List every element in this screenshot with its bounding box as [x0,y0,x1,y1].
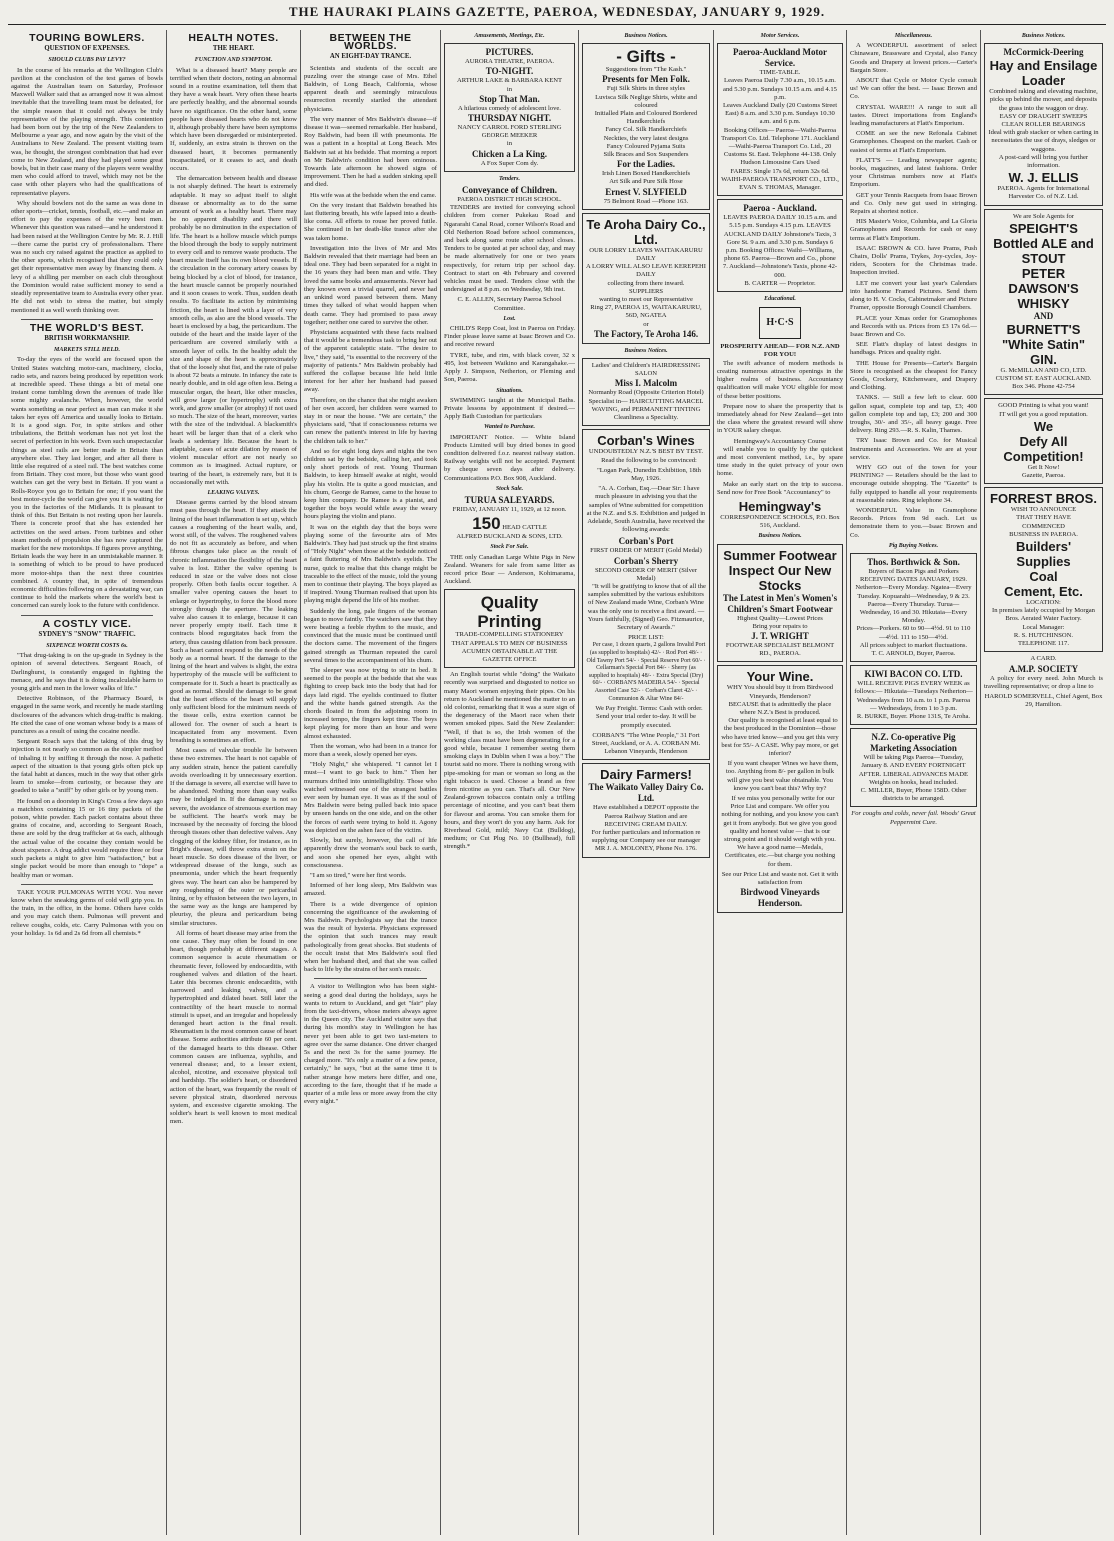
advert-line: TO-NIGHT. [485,66,534,77]
classified-item: GET your Tennis Racquets from Isaac Brown and Co. Only new gut used in stringing. Repairs at shortest notice. [850,191,977,216]
advert-name: Birdwood Vineyards Henderson. [740,887,820,909]
notice-lost: TYRE, tube, and rim, with black cover, 32 x 495, lost between Waikino and Karangahake.—Apply J. Simpson, Netherton, or Fleming and Son, Paeroa. [444,351,575,384]
subhead: MARKETS STILL HELD. [54,347,120,354]
section-label: Business Notices. [758,533,802,540]
article-paragraph: Detective Robinson, of the Pharmacy Board, is engaged in the same work, and recently he made startling disclosures of the advances which drug-traffic is making. He cited the case of one woman whose body is a mass of punctures as a result of using the cocaine needle. [11,695,163,736]
advert-line: We are Sole Agents for [1013,212,1074,220]
advert-title: PETER DAWSON'S [1008,265,1079,296]
advert-title: McCormick-Deering [1003,47,1084,58]
advert-motor-service [717,43,843,196]
advert-line: Cleanliness a Speciality. [613,414,679,422]
advert-line: ARTHUR LAKE & BARBARA KENT [456,77,563,85]
advert-line: Get It Now! [1027,463,1060,471]
advert-text: A policy for every need. John Murch is travelling representative; or drop a line to [984,674,1103,690]
advert-line: Inspect Our New Stocks [728,562,832,593]
headline-costly-vice: A COSTLY VICE. [42,617,132,630]
classified-item: TANKS. — Still a few left to clear. 600 gallon squat, complete top and tap, £3; 400 gallon complete top and tap, £3; 200 and 300 troughs, 30/- and 35/-, all heavy gauge. Free delivery. Ring 293.—R. S. Kalin, Thames. [850,394,977,435]
article-paragraph: The sleeper was now trying to stir in bed. It seemed to the people at the bedside that she was fighting to creep back into the body that had for days laid rigid. The eyelids continued to flutter and the white hands gained strength. As the chords floated in from the adjoining room in increased tempo, the fingers kept time. The boys kept playing for more than an hour and were almost exhausted. [304,667,437,740]
sale-number: 150 [472,514,501,534]
advert-text: If we miss you personally write for our Price List and compare. We offer you nothing for nothing, and you know you can't get it from anybody. But we give you good quality and honest value — that is our strong point and it should weigh with you. We have a good name—Medals, Certificates, etc.—but charge you nothing for them. [721,795,839,868]
advert-line: BUSINESS IN PAEROA. [1009,530,1078,538]
advert-line: in [506,85,513,93]
advert-forrest-bros [984,487,1103,652]
classified-item: LET me convert your last year's Calendars into handsome Framed Pictures. Send them along to H. V. Cocks, Cabinetmaker and Picture Framer, opposite Borough Council Chambers. [850,279,977,312]
notice-swimming: SWIMMING taught at the Municipal Baths. Private lessons by appointment if desired.—Apply Bath Custodian for particulars [444,396,575,421]
headline-worlds-best: THE WORLD'S BEST. [29,321,145,334]
advert-name: Miss I. Malcolm [614,378,678,389]
advert-kiwi-bacon [850,665,977,725]
advert-line: WAIHI-PAEROA TRANSPORT CO., LTD., EVAN S. THOMAS, Manager. [721,175,839,192]
advert-corbans [582,429,710,760]
section-label: Amusements, Meetings, Etc. [474,33,545,39]
advert-line: Leaves Auckland Daily (20 Customs Street East) 8 a.m. and 3.30 p.m. Sundays 10.30 a.m. and 6 p.m. [722,102,838,126]
advert-text: will enable you to qualify by the quickest and most convenient method, i.e., by spare time study in the quiet privacy of your own home. [717,445,843,478]
sale-head: HEAD CATTLE [502,524,547,532]
article-paragraph: All forms of heart disease may arise from the one cause. They may often be found in one heart, though probably at different stages. A common sequence is acute rheumatism or rheumatic fever, followed by endocarditis, with roughened valves and dilation of the heart. Later this becomes chronic endocarditis, with narrowed and leaking valves, and a hypertrophied and dilated heart. Still later the contractility of the heart muscle to normal stimuli is upset, and an irregular and hopelessly deranged heart action is the final result. Rheumatism is the most common cause of heart disease. Some authorities attribute 60 per cent. of the damaged hearts to this disease. Other common causes are influenza, syphilis, and venereal disease; and, to a lesser extent, alcohol, nicotine, and excessive physical toil and hardship. The soldier's heart, or disordered action of the heart, was frequently the result of severe physical strain, disordered nervous system, and excessive cigarette smoking. The soldier's heart is well known to most medical men. [170,929,297,1126]
subhead: BRITISH WORKMANSHIP. [44,334,130,342]
article-paragraph: Disease germs carried by the blood stream must pass through the heart. If they attack the lining of the heart inflammation is set up, which causes a roughening of the heart walls, and, worst still, of the valves. The roughened valves do not fit as accurately as before, and when fibrous changes take place as the result of chronic inflammation the flexibility of the heart valve is lost. Either the valve opening is reduced in size or the valve does not close properly. Often both faults occur together. A smaller valve opening causes the heart to enlarge or hypertrophy, to force the blood more strongly through the aperture. The leaking valve also causes it to enlarge, because it can never properly empty itself. Each time it contracts blood regurgitates back from the artery, thus causing dilation from back pressure. Such a heart cannot respond to the needs of the body as a normal heart. If the damage to the lining of the heart and valves is slight, the extra hypertrophy of the muscle will be sufficient to compensate for it. Such a heart is practically as good as normal. Should the damage to be great that the heart effects of the heart will supply only sufficient blood for the minimum needs of the tissue cells, extra exertion cannot be allowed for. The owner of such a heart is incapacitated from any movement. Even breathing is sometimes an effort. [170,499,297,745]
advert-pulmonas: TAKE YOUR PULMONAS WITH YOU. You never know when the sneaking germs of cold will grip you. In the train, in the office, in the home. Others have colds and you may catch them. Pulmonas will prevent and relieve coughs, colds, etc. Carry Pulmonas with you on your holiday. 1s 6d and 2s 6d from all chemists.* [11,888,163,937]
advert-item: Initialled Plain and Coloured Bordered Handkerchiefs [594,110,698,126]
advert-line: Ideal with grab stacker or when carting in necessitates the use of drays, sledges or waggons. [988,129,1099,153]
advert-name: Hemingway's [738,498,822,514]
advert-line: HAROLD SOMERVELL, Chief Agent, Box 29, Hamilton. [984,692,1103,709]
masthead: THE HAURAKI PLAINS GAZETTE, PAEROA, WEDNESDAY, JANUARY 9, 1929. [288,4,826,19]
advert-line: BECAUSE that is admittedly the place where N.Z.'s Best is produced. [728,700,832,716]
advert-title: FORREST BROS. [990,491,1097,507]
advert-line: Coal [1029,569,1058,585]
section-label: Business Notices. [624,347,668,354]
advert-title: Builders' Supplies [1015,539,1072,570]
advert-title: Hay and Ensilage Loader [989,58,1098,89]
article-paragraph: To-day the eyes of the world are focused upon the United States watching motor-cars, machinery, clocks, radio sets, and razors being produced by repetition work at incredible speed. These things a bit of metal one instant come tumbling down the avenues of trade like some mighty avalanche. When, however, the world wants something as near perfect as man can make it she takes her eyes off America and usually looks to Britain. It is a good sign. For, in spite strikes and other tribulations, the British workman has not yet lost the secret of perfection in his work. Even such unspectacular things as steel rails are better made in Britain than anywhere else. They last longer, and after all there is little else required of a steel rail. The best watches come from Britain. They cost more, but those who want good watches can get the very best in Britain. If you want a Rolls-Royce you go to Britain for one; if you want the best motor-cycle the world can give you it is waiting for you in the factories of the Midlands. It is pleasant to think of this. But Britain is not resting upon her laurels. There is concrete proof that she has extended her activities on the seed arises. From turbines and other steam methods of propulsion she has now captured the market for the new motorships. If figures prove anything, Britain leads the way here in an unmistakable manner. It is something of which to be proud to have produced more motor-ships than the next three countries combined. A country that, in spite of tremendous economic difficulties following on a devastating war, can continue to hold the markets where the world's best is concerned can surely look to the future with confidence. [11,356,163,610]
subhead: SIXPENCE WORTH COSTS 6s. [46,643,128,650]
advert-line: IT will get you a good reputation. [999,410,1088,418]
tender-signature: C. E. ALLEN, Secretary Paeroa School Committee. [457,296,562,312]
advert-line: in [506,140,513,148]
advert-line: THAT THEY HAVE [1016,514,1071,522]
subhead: THE HEART. [212,45,255,53]
sale-title: TURUA SALEYARDS. [464,494,555,505]
advert-line: RECEIVING DATES JANUARY, 1929. [859,576,968,584]
advert-line: OUR LORRY LEAVES WAITAKARURU DAILY [589,246,703,263]
advert-line: TIME-TABLE. [759,69,801,77]
advert-speights [984,209,1103,396]
section-label: Tenders. [499,175,520,182]
divider [21,884,153,885]
headline-touring-bowlers: TOURING BOWLERS. [29,32,145,44]
advert-line: The Latest in Men's Women's Children's Smart Footwear [722,592,838,614]
tender-title: Conveyance of Children. [461,185,558,196]
advert-name: W. J. ELLIS [1008,170,1079,186]
section-label: Stock Sale. [495,485,524,492]
sale-date: FRIDAY, JANUARY 11, 1929, at 12 noon. [452,505,567,513]
advert-line: C. MILLER, Buyer, Phone 158D. Other districts to be arranged. [860,787,967,803]
advert-pictures [444,43,575,172]
advert-title: Defy All [1019,433,1068,449]
column-4 [440,30,578,1535]
advert-line: Ring 27, PAEROA 15, WAITAKARURU, 56D, NGATEA [590,304,702,320]
divider [21,615,153,616]
column-5 [578,30,713,1535]
advert-line: GOOD Printing is what you want! [998,402,1089,410]
article-paragraph: Therefore, on the chance that she might awaken of her own accord, her children were warned to stay in or near the house. "We are certain," the physicians said, "that if consciousness returns we can renew the patient's interest in life by having the children talk to her." [304,396,437,445]
advert-gifts [582,43,710,210]
classified-item: COME an see the new Refonala Cabinet Gramophones. Cheapest on the market. Cash or easiest of terms at Flatt's Emporium. [850,130,977,154]
advert-text: "Logan Park, Dunedin Exhibition, 18th May, 1926. [597,466,701,482]
advert-line: All prices subject to market fluctuations. [859,641,968,649]
advert-line: Ladies' and Children's HAIRDRESSING SALON [591,362,701,378]
section-label: Business Notices. [624,33,668,39]
article-paragraph: Why should bowlers not do the same as was done in other sports—cricket, tennis, football, etc.—and make an effort to pay the expenses of the very best men. Whenever this question was raised—and he understood it had been raised at the Wellington Centre by Mr. R. J. Hill—there came the purist cry of professionalism. There was no such cry raised against the practice as applied to the other sports, which recognised that they could only get their representative men away by financing them. A levy of a shilling per member on each club throughout the Dominion would raise sufficient money to send a steadily representative team to Australia every other year. He did not wish to stress the matter, but simply mentioned it as well worth thinking over. [11,199,163,314]
article-paragraph: "Holy Night," she whispered. "I cannot let I must—I want to go back to him." Then her murmurs drifted into unintelligibility. Those who watched witnessed one of the strangest battles ever seen by human eye. It was as if the soul of Mrs Baldwin were being pulled back into space by unseen hands on the one side, and on the other the forces of earth were trying to hold it. Agony was depicted on the ashen face of the victim. [304,761,437,834]
masthead-rule [8,24,1106,25]
advert-line: SECOND ORDER OF MERIT (Silver Medal) [594,566,698,582]
section-label: Wanted to Purchase. [483,424,536,431]
classified-item: FLATT'S — Leading newspaper agents; books, magazines, and latest fashions. Order your Christmas numbers now at Flatt's Emporium. [850,156,977,189]
advert-line: MR J. A. MOLONEY, Phone No. 176. [595,845,697,853]
article-paragraph: The demarcation between health and disease is not sharply defined. The heart is extremely adaptable. It may so adjust itself to slight disease or abnormality as to do the same amount of work as a healthy heart. There may be no apparent disability and there will probably be no diminution in the expectation of life. The heart is a hollow muscle which pumps the blood through the body to supply nutriment to every cell and to remove waste products. The heart muscle itself has its own blood vessels. If the circulation in the coronary artery ceases by being blocked by a clot of blood, for instance, the heart muscle cannot be properly nourished and it soon ceases to work. Thus, sudden death results. To facilitate its action by minimising friction, the heart is lined with a layer of very smooth cells, as also are the blood vessels. The heart is enclosed by a bag, the pericardium. The outside of the heart and the inside layer of the pericardium are covered similarly with a smooth layer of cells. In the healthy adult the size and shape of the heart is approximately that of the loosely shut fist, and the rate of pulse is about 72 beats a minute. In infancy the rate is nearly double, and in old age often less. Being a muscular organ, the heart, like other muscles, will grow larger (or hypertrophy) with extra work, and grow smaller (or atrophy) if not used so much. The size of the heart, moreover, varies with the size of the individual. A blacksmith's heart will be larger than that of a clerk who leads a sedentary life. Because the heart is adaptable, cases of acute dilation by reason of violent muscular effort are not nearly so common as is imagined. Actual rupture, or tearing of the heart, is extremely rare, but it is occasionally met with. [170,175,297,486]
section-label: Pig Buying Notices. [888,542,939,549]
classified-item: A WONDERFUL assortment of select Chinaware, Brassware and Crystal, also Fancy Goods and Drapery at lowest prices.—Carter's Bargain Store. [850,42,977,74]
article-paragraph: He found on a doorstep in King's Cross a few days ago a matchbox containing 15 or 16 tiny packets of the poison, white powder. Each packet contains about three grains of cocaine, and, according to Sergeant Roach, these are sold by the drug trafficker at 6s each, although the actual value of the cocaine they contain would be about sixpence. A drug addict would require three or four such packets a night to give him "satisfaction," but a single packet would be more than enough to "dope" a healthy man or woman. [11,797,163,879]
advert-line: A LORRY WILL ALSO LEAVE KEREPEHI DAILY [586,263,706,279]
article-paragraph: Physicians acquainted with these facts realised that it would be a tremendous task to bring her out of the apparent cataleptic state. "The desire to live," they said, "is essential to the recovery of the majority of patients." Mrs Baldwin probably had suffered the collapse because life held little interest for her after her husband had passed away. [304,328,437,394]
advert-text: We Pay Freight. Terms: Cash with order. Send your trial order to-day. It will be promptly executed. [595,705,703,729]
advert-line: Netherton—Every Monday. Ngatea—Every Tuesday. Kopuarahi—Wednesday, 9 & 23. Paeroa—Every Thursday. Turua—Wednesday, 16 and 30. Hikutaia—Every Monday. [855,584,972,625]
column-3 [300,30,440,1535]
article-paragraph: There is a wide divergence of opinion concerning the significance of the awakening of Mrs Baldwin. Psychologists say that the trance was the result of hysteria. Physicians expressed the opinion that such trances may result pathologically from great shocks. But students of the occult insist that Mrs Baldwin's soul fled when her husband died, and that she was called back to life by the strains of her son's music. [304,900,437,974]
advert-name: Ernest V. SLYFIELD [605,186,687,197]
article-paragraph: What is a diseased heart? Many people are terrified when their doctors, noting an abnormal sound in a routine examination, tell them that they have a weak heart. Very often these hearts are perfectly healthy, and the abnormal sounds have no significance. On the other hand, some people have diseased hearts who do not know it, although probably there have been symptoms which have been disregarded or misinterpreted. If, suddenly, an extra strain is thrown on the diseased heart, it becomes permanently incapacitated, or it ceases to act, and death occurs. [170,66,297,173]
advert-line: Booking Offices— Paeroa—Waihi-Paeroa Transport Co. Ltd. Telephone 171. Auckland—Waihi-Paeroa Transport Co. Ltd., 20 Customs St. East. Telephone 44-138. Only Hudson Limousine Cars Used [721,126,839,167]
advert-line: Bring your repairs to [752,622,808,630]
advert-name: J. T. WRIGHT [751,630,809,641]
advert-item: Fuji Silk Shirts in three styles [606,85,686,93]
article-paragraph: It was on the eighth day that the boys were playing some of the favourite airs of Mrs Baldwin's. They had just struck up the first strains of "Holy Night" when those at the bedside noticed a faint fluttering of Mrs Baldwin's eyelids. The nurse, quick to realise that this change might be traceable to the effect of the music, told the young men to continue their playing. The boys played as if inspired. Young Thurman realised that upon his playing might depend the life of his mother. [304,523,437,605]
advert-line: 75 Belmont Road —Phone 163. [603,197,689,205]
advert-line: In premises lately occupied by Morgan Bros. Aerated Water Factory. [992,607,1095,623]
classified-item: SEE Flatt's display of latest designs in handbags. Prices and quality right. [850,341,977,357]
advert-line: A hilarious comedy of adolescent love. [458,104,561,112]
article-paragraph: The very manner of Mrs Baldwin's disease—if disease it was—seemed remarkable. Her husband, Roy Baldwin, had been ill with pneumonia. He was a patient in a hospital at Long Beach. Mrs Baldwin sat at his bedside. That morning a report on Mr Baldwin's condition had been ominous. Towards late afternoon he showed signs of improvement. Then he had a sudden sinking spell and died. [304,115,437,189]
advert-line: Hemingway's Accountancy Course [733,437,827,445]
film-title: Stop That Man. [479,93,540,104]
headline-health-notes: HEALTH NOTES. [188,32,279,44]
classified-item: WHY GO out of the town for your PRINTING? — Retailers should be the last to encourage outside shopping. The "Gazette" is fully equipped to handle all your requirements at reasonable rates. Ring telephone 34. [850,463,977,504]
advert-your-wine [717,665,843,913]
advert-line: Suggestions from "The Kash." [605,66,687,74]
column-7 [846,30,980,1535]
advert-line: PRICE LIST: [628,634,664,642]
advert-line: UNDOUBTEDLY N.Z.'S BEST BY TEST. [588,448,704,456]
article-paragraph: An English tourist while "doing" the Waikato recently was surprised and disgusted to notice so many Maori women enjoying their pipes. On his return to Auckland he mentioned the matter to an old colonist, remarking that it was a sure sign of the degeneracy of the Maori race when their women smoked pipes. Said the New Zealander: "Well, if that is so, the Irish women of the working class must have been degenerating for a good while, because I remember seeing them smoking clays in Dublin when I was a boy." The tourist said no more. There is nothing wrong with pipe-smoking for man or woman so long as the right tobacco is used. Choose a brand as free from nicotine as you can. That's all. Our New Zealand-grown tobaccos contain only a trifling percentage of nicotine, and you can't beat them for flavour and aroma. You can smoke them for hours, and they won't do you any harm. Ask for Riverhead Gold, mild; Navy Cut (Bulldog), medium; or Cut Plug No. 10 (Bullhead), full strength.* [444,671,575,851]
section-label: Lost. [503,315,516,322]
advert-text: Our quality is recognised at least equal to the best produced in the Dominion—those who have tried know—and you get this very best for 55/- A CASE. Why pay more, or get inferior? [721,717,839,757]
advert-line: "White Satin" GIN. [1001,336,1086,367]
advert-line: Bottled ALE and STOUT [993,235,1094,266]
classified-item: HIS Master's Voice, Columbia, and La Gloria Gramophones and Records for cash or easy terms at Flatt's Emporium. [850,218,977,242]
advert-line: PAEROA. Agents for International Harvester Co. of N.Z. Ltd. [997,185,1090,201]
advert-item: Neckties, the very latest designs [603,134,689,142]
classified-item: WONDERFUL Value in Gramophone Records. Prices from 9d each. Let us demonstrate them to you.—Isaac Brown and Co. [850,506,977,539]
advert-title: We [1033,418,1054,434]
advert-line: Will be taking Pigs Paeroa—Tuesday, January 8. AND EVERY FORTNIGHT AFTER. LIBERAL ADVANCES MADE Weights on hooks, head included. [858,754,969,786]
article-paragraph: "I am so tired," were her first words. [310,871,407,879]
section-label: Miscellaneous. [894,33,933,39]
advert-line: A post-card will bring you further information. [998,153,1089,170]
advert-item: Irish Linen Boxed Handkerchiefs [601,170,691,178]
advert-text: Prepare now to share the prosperity that is immediately ahead for New Zealand—get into the class where the greatest reward will show in YOUR salary cheque. [717,402,843,435]
subhead: AN EIGHT-DAY TRANCE. [329,53,412,61]
column-8 [980,30,1106,1535]
advert-title: Thos. Borthwick & Son. [867,556,960,567]
article-paragraph: And so for eight long days and nights the two children sat by the bedside, calling her, and took only short periods of rest. Young Thurman Baldwin, to keep himself awake at night, would play his violin. He is quite a good musician, and his chum, George de Ramee, came to the house to keep him company. De Ramee is a pianist, and together the boys would while away the weary hours playing the violin and piano. [304,447,437,521]
advert-line: RECEIVING CREAM DAILY. [604,820,688,828]
classified-item: ISAAC BROWN & CO. have Prams, Push Chairs, Dolls' Prams, Trykes, Joy-cycles, Joy-riders, Scooters for the Christmas trade. Inspection invited. [850,244,977,277]
advert-line: Specialist in— HAIRCUTTING MARCEL WAVING, and PERMANENT TINTING [588,397,704,413]
advert-line: T. C. ARNOLD, Buyer, Paeroa. [871,650,956,658]
advert-line: collecting from there inward. [607,279,685,287]
advert-line: AURORA THEATRE, PAEROA. [464,58,555,66]
article-paragraph: "That drug-taking is on the up-grade in Sydney is the opinion of several detectives. Sergeant Roach, of Darlinghurst, is constantly engaged in fighting the menace, and he says that it is doing incalculable harm to young girls and men in the lower walks of life." [11,652,163,693]
subhead: SHOULD CLUBS PAY LEVY? [48,57,126,64]
advert-line: Leaves Paeroa Daily 7.30 a.m., 10.15 a.m. and 5.30 p.m. Sundays 10.15 a.m. and 4.15 p.m. [723,77,837,101]
advert-mccormick [984,43,1103,205]
advert-item: Silk Braces and Sox Suspenders [603,151,689,159]
advert-line: COMMENCED [1022,522,1065,530]
section-label: Educational. [764,296,796,303]
book-icon: H·C·S [759,307,801,339]
advert-line: A CARD. [1030,655,1057,663]
advert-title: SPEIGHT'S [1009,220,1078,236]
advert-line: Corban's Port [618,536,674,547]
advert-line: FOOTWEAR SPECIALIST BELMONT RD., PAEROA. [725,641,835,658]
advert-line: WILL RECEIVE PIGS EVERY WEEK as follows:— Hikutaia—Tuesdays Netherton—Wednesdays from 10 a.m. to 1 p.m. Paeroa — Wednesdays, from 1 to 3 p.m. [854,680,973,712]
advert-title: N.Z. Co-operative Pig Marketing Association [870,732,957,754]
advert-line: FARES: Single 17s 6d, return 32s 6d. [730,167,830,175]
article-paragraph: Suddenly the long, pale fingers of the woman began to move faintly. The watchers saw that they were beating a feeble rhythm to the music, and convinced that the music must be continued until the doctors came. The movement of the fingers gained strength as Thurman repeated the carol several times to the accompaniment of his chum. [304,607,437,664]
article-paragraph: In the course of his remarks at the Wellington Club's pavilion at the conclusion of the test games of bowls against the Australian team on Saturday, Professor Maxwell Walker said that as arranged now it was almost inevitable that the travelling team must be defeated, for the simple reason that it could not always be truly representative of the playing strength. This contention had been born out by the trip of the New Zealanders to Melbourne a year ago, and now again by the visit of the Australians to New Zealand. The present visiting team was, he thought, the strongest combination that had ever come to New Zealand, and they had played some great bowls, but in their case many of the players were wealthy men who could afford to travel, which may not be the case with other players who had the qualifications of representative players. [11,66,163,197]
article-paragraph: Informed of her long sleep, Mrs Baldwin was amazed. [304,882,437,898]
advert-title: - Gifts - [616,47,676,67]
advert-line: Prices—Porkers. 60 to 90—4½d. 91 to 110—4½d. 111 to 150—4½d. [856,625,971,641]
advert-line: AND [1033,310,1054,321]
article-paragraph: His wife was at the bedside when the end came. [310,191,437,199]
advert-salon [582,358,710,426]
advert-title: Paeroa-Auckland Motor Service. [732,47,828,69]
advert-line: LOCATION: [1026,599,1061,607]
notice-wanted: IMPORTANT Notice. — White Island Products Limited will buy dried bones in good condition delivered f.o.r. nearest railway station. Railway weights will not be accepted. Payment by cheque seven days after delivery. Communications P.O. Box 908, Auckland. [444,433,575,482]
advert-title: PICTURES. [485,47,534,58]
column-6 [713,30,846,1535]
advert-item: Luvisca Silk Neglige Shirts, white and coloured [595,93,697,109]
notice-stock: THE only Canadian Large White Pigs in New Zealand. Weaners for sale from same litter as record price Boar — Anderson, Kohimarama, Auckland. [444,553,575,586]
section-label: Business Notices. [1021,33,1066,39]
advert-line: Highest Quality—Lowest Prices [737,614,823,622]
advert-line: R. BURKE, Buyer. Phone 131S, Te Aroha. [856,713,971,721]
advert-line: or [643,320,649,328]
advert-line: The Waikato Valley Dairy Co. Ltd. [588,782,704,804]
advert-title: Dairy Farmers! [600,767,692,783]
divider [314,978,427,979]
advert-line: LEAVES PAEROA DAILY 10.15 a.m. and 5.15 p.m. Sundays 4.15 p.m. LEAVES AUCKLAND DAILY Johnstone's Taxis, 3 Gore St. 9 a.m. and 3.30 p.m. Sundays 6 p.m. Booking Offices: Waihi—Williams, phone 65. Paeroa—Brown and Co., phone 7. Auckland—Johnstone's Taxis, phone 42-000. [722,214,838,279]
subhead: LEAKING VALVES. [207,489,260,496]
advert-title: A.M.P. SOCIETY [1008,663,1079,674]
advert-line: Local Manager: [1022,623,1065,631]
advert-good-printing [984,398,1103,484]
advert-line: G. McMILLAN AND CO, LTD. [1000,366,1087,374]
advert-line: WHISKY [1017,295,1070,311]
sale-signature: ALFRED BUCKLAND & SONS, LTD. [456,533,563,541]
tender-sub: PAEROA DISTRICT HIGH SCHOOL. [457,196,562,204]
advert-line: THURSDAY NIGHT. [467,113,552,124]
advert-line: Corban's Sherry [613,555,679,566]
headline-between-worlds: BETWEEN THE WORLDS. [329,32,412,53]
advert-title: Summer Footwear [723,547,837,563]
advert-line: EASY OF DRAUGHT SWEEPS CLEAN ROLLER BEARINGS [999,112,1088,129]
advert-nz-pig-marketing [850,728,977,807]
article-paragraph: A visitor to Wellington who has been sight-seeing a good deal during the holidays, says he wants to return to Auckland, and get "fair" play from the taxi-drivers, whose meters always agree in the Queen city. The Auckland visitor says that during his month's stay in Wellington he has never yet been able to get two taxi-meters to agree over the same distance. One driver charged 5s and the next 3s for the same journey. He charged more. "It's only a matter of a few pence, certainly," he says, "but at the same time it is rather strange how meters here differ, and one, according to the fare, thought that if he made a quarter of a mile less or more away from the city every night." [304,983,437,1106]
advert-line: See our Price List and waste not. Get it with satisfaction from [721,870,839,887]
advert-line: NANCY CARROL FORD STERLING GEORGE MEEKER [457,124,562,140]
advert-line: A Fox Super Com dy. [480,159,539,167]
classified-item: CRYSTAL WARE!!! A range to suit all tastes. Direct importations from England's leading manufacturers at Flatt's Emporium. [850,103,977,128]
advert-text: Read the following to be convinced: [601,456,697,464]
advert-title: Competition! [1003,448,1084,464]
advert-line: B. CARTER — Proprietor. [744,279,816,287]
article-paragraph: Sergeant Roach says that the taking of this drug by injection is not nearly so common as the simpler method of inhaling it by sniffing it through the nose. A pathetic aspect of the situation is that young girls often pick up the fatal habit at dances, much in the way that other girls learn to smoke—from curiosity, or because they are goaded to take a "sniff" by other girls or by young men. [11,738,163,795]
divider [21,319,153,320]
advert-line: FIRST ORDER OF MERIT (Gold Medal) [590,547,702,555]
classified-item: TRY Isaac Brown and Co. for Musical Instruments and Accessories. We are at your service. [850,437,977,461]
classified-item: THE House for Presents—Carter's Bargain Store is recognised as the cheapest for Fancy Goods, Crockery, Kitchenware, and Drapery and Clothing. [850,359,977,392]
advert-line: Presents for Men Folk. [602,74,690,85]
article-paragraph: Investigation into the lives of Mr and Mrs Baldwin revealed that their marriage had been an ideal one. They had been separated for a night in the 16 years they had been man and wife. They loved the same books and amusements. Never had they known even a trivial quarrel, and never had an unkind word passed between them. Many times they talked of what would happen when death came. They had promised to pass away together; neither one cared to survive the other. [304,244,437,326]
advert-line: R. S. HUTCHINSON. [1013,631,1074,639]
advert-title: Quality [480,593,539,613]
classified-item: ABOUT that Cycle or Motor Cycle consult us! We can offer the best. — Isaac Brown and Co. [850,77,977,101]
advert-line: TELEPHONE 117. [1017,640,1070,648]
advert-text: If you want cheaper Wines we have them, too. Anything from 8/- per gallon in bulk will give you best value obtainable. You know you can't beat this? Why try? [725,760,839,792]
subhead: SYDNEY'S "SNOW" TRAFFIC. [38,630,136,638]
advert-title: Your Wine. [746,669,814,685]
article-paragraph: Most cases of valvular trouble lie between these two extremes. The heart is not capable of any sudden strain, hence the patient carefully avoids overloading it by unnecessary exertion. If the damage is severe, all exercise will have to be abandoned. Nothing more than easy walks may be indulged in. If the damage is not so severe, the avoidance of strenuous exertion may be sufficient. The heart's work may be increased by the necessity of forcing the blood through tissues other than defective valves. Any clogging of the kidney filter, for instance, as in Bright's disease, will throw extra strain on the heart muscle. So does disease of the liver, or widespread disease of the lungs, such as pneumonia, under which the heart frequently gives way. The heart can also be hampered by any roughening of the outer or pericardial lining, or by effusion between the two layers, in the same way as the lungs are hampered by pleurisy, the pleura and pericardium being similar structures. [170,747,297,927]
advert-text: "A. A. Corban, Esq.—Dear Sir: I have much pleasure in advising you that the samples of Wine submitted for competition at the N.Z. and S.S. Exhibition and judged in Adelaide, South Australia, have received the following awards: [586,485,706,534]
advert-line: CUSTOM ST. EAST AUCKLAND. [995,375,1092,383]
subhead: QUESTION OF EXPENSES. [44,45,130,53]
advert-line: Buyers of Bacon Pigs and Porkers [868,567,959,575]
advert-item: Fancy Col. Silk Handkerchiefs [605,126,687,134]
advert-line: Cement, Etc. [1004,584,1083,600]
advert-line: WHY You should buy it from Birdwood Vineyards, Henderson? [726,684,834,700]
advert-title: BURNETT'S [1006,321,1081,337]
article-paragraph: On the very instant that Baldwin breathed his last fluttering breath, his wife lapsed into a death-like coma. All efforts to rouse her proved futile. She continued in her death-like trance after she was taken home. [304,201,437,242]
advert-text: The swift advance of modern methods is creating numerous attractive openings in the higher realms of business. Accountancy qualification will make YOU eligible for most of these better positions. [717,359,843,400]
article-paragraph: Then the woman, who had been in a trance for more than a week, slowly opened her eyes. [304,742,437,759]
advert-summer-footwear [717,544,843,663]
subhead: FUNCTION AND SYMPTOM. [194,57,273,64]
advert-title: Paeroa - Auckland. [743,203,817,214]
advert-line: The Factory, Te Aroha 146. [593,328,699,339]
article-paragraph: Slowly, but surely, however, the call of life apparently drew the woman's soul back to earth, and soon she opened her eyes, alight with consciousness. [304,837,437,869]
advert-line: wanting to meet our Representative [599,296,693,304]
advert-item: Fancy Coloured Pyjama Suits [606,142,686,150]
advert-quality-printing [444,589,575,668]
tender-text: TENDERS are invited for conveying school children from corner Pukekau Road and Ngararahi Canal Road, corner Wilson's Road and Old Netherton Road before school commences, and back along same route after school closes. Tenders to be quoted at per school day, and may be made alternatively for one or two years respectively, for return trip per school day. Contract to start on 4th February and covered vehicles must be used. Tenders close with the undersigned at 8 p.m. on Wednesday, 9th inst. [444,204,575,294]
advert-line: Have established a DEPOT opposite the Paeroa Railway Station and are [593,804,699,820]
advert-line: Box 346. Phone 42-754 [1012,383,1075,391]
advert-te-aroha-dairy [582,213,710,344]
advert-paeroa-auckland [717,199,843,292]
advert-line: CORRESPONDENCE SCHOOLS, P.O. Box 516, Auckland. [720,513,840,530]
advert-borthwick [850,553,977,662]
column-1 [8,30,166,1535]
advert-title: PROSPERITY AHEAD— FOR N.Z. AND FOR YOU! [720,343,840,359]
film-title: Chicken a La King. [471,148,547,159]
section-label: Motor Services. [760,33,800,39]
advert-line: For further particulars and information re supplying our Company see our manager [591,828,701,845]
advert-item: Art Silk and Pure Silk Hose [609,178,683,186]
classified-item: PLACE your Xmas order for Gramophones and Records with us. Prices from £3 17s 6d.—Isaac Brown and Co. [850,314,977,338]
advert-line: For the Ladies. [616,159,676,170]
advert-title: Printing [477,612,542,632]
column-2 [166,30,300,1535]
footer-line: For coughs and colds, never fail. Woods' Great Peppermint Cure. [851,810,976,826]
advert-text: "It will be gratifying to know that of all the samples submitted by the various exhibitors of New Zealand made Wine, Corban's Wine was the only one to receive a first award. — Yours faithfully, (Signed) Geo. Fitzmaurice, Secretary of Awards." [587,582,706,631]
advert-line: Combined raking and elevating machine, picks up behind the mower, and deposits the grass into the waggon or dray. [989,88,1098,112]
advert-line: WISH TO ANNOUNCE [1010,506,1077,514]
advert-line: SUPPLIERS [628,287,664,295]
advert-waikato-valley [582,763,710,857]
advert-price-list: Per case, 1 dozen quarts, 2 gallons Invalid Port (as supplied to hospitals) 42/- · Rod Port 48/- · Old Tawny Port 54/- · Special Reserve Port 60/- · Cellarman's Special Port 84/- · Sherry (as supplied to hospitals) 48/- · Extra Special (Dry) 60/- · CORBAN'S MADEIRA 54/- · Special Assorted Case 52/- · Corban's Claret 42/- · Communion & Altar Wine 84/- [586,642,706,702]
article-paragraph: Scientists and students of the occult are puzzling over the strange case of Mrs. Ethel Baldwin, of Long Beach, California, whose apparent death and seemingly miraculous resurrection recently startled the attendant physicians. [304,64,437,113]
notice-lost: CHILD'S Repp Coat, lost in Paeroa on Friday. Finder please leave same at Isaac Brown and Co. and receive reward [444,325,575,349]
advert-title: Corban's Wines [597,433,695,449]
section-label: Stock For Sale. [490,544,529,551]
advert-line: TRADE-COMPELLING STATIONERY THAT APPEALS TO MEN OF BUSINESS ACUMEN OBTAINABLE AT THE GAZETTE OFFICE [451,631,568,663]
advert-title: KIWI BACON CO. LTD. [864,669,963,680]
section-label: Situations. [496,387,523,394]
advert-text: Make an early start on the trip to success. Send now for Free Book "Accountancy" to [717,480,843,496]
advert-title: Te Aroha Dairy Co., Ltd. [586,216,706,247]
advert-line: CORBAN'S "The Wine People," 31 Fort Street, Auckland, or A. A. CORBAN Mt. Lebanon Vineyards, Henderson [591,731,701,756]
advert-line: Normanby Road (Opposite Criterion Hotel) [588,389,704,397]
advert-line: Gazette, Paeroa. [1021,472,1066,480]
